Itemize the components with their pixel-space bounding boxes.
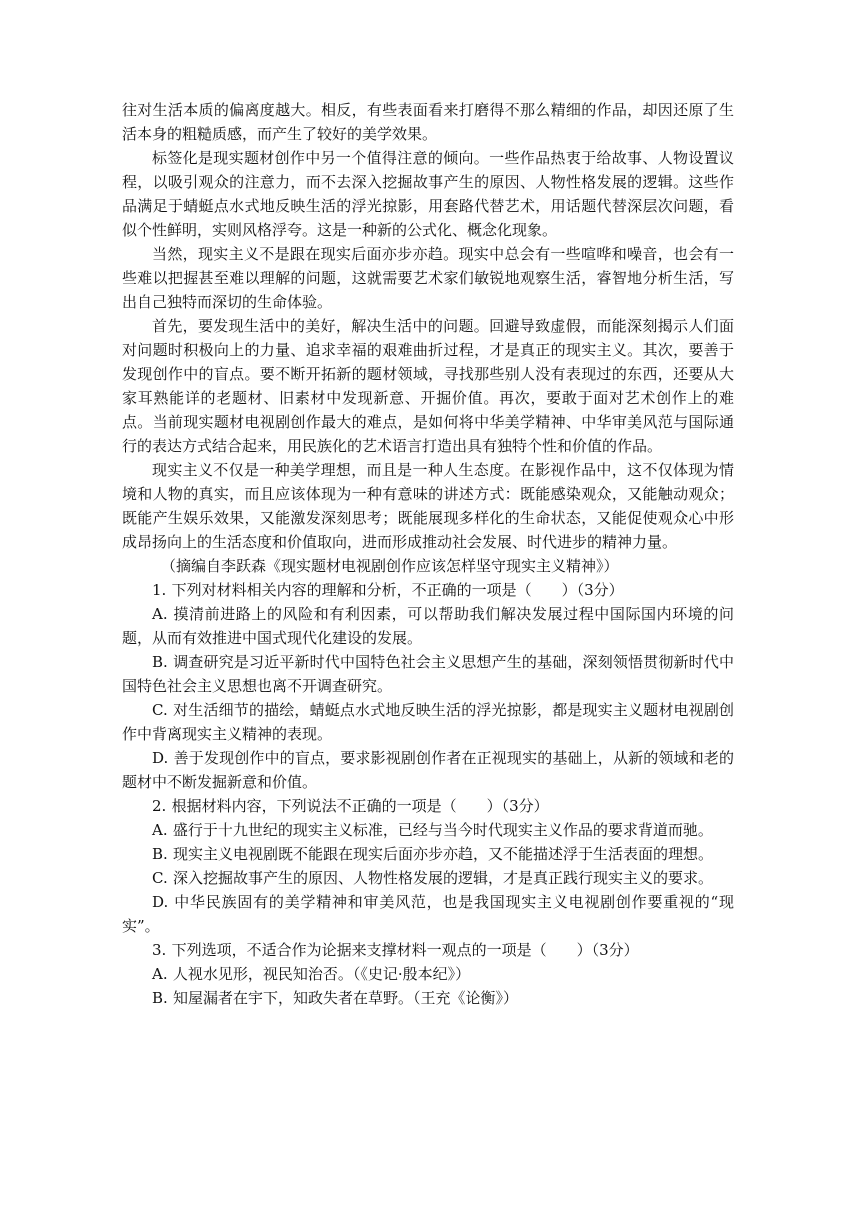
option-a bbox=[122, 818, 734, 842]
option-text: 调查研究是习近平新时代中国特色社会主义思想产生的基础，深刻领悟贯彻新时代中国特色社会主义思想也离不开调查研究。 bbox=[122, 653, 734, 695]
option-b bbox=[122, 650, 734, 698]
option-c bbox=[122, 698, 734, 746]
document-page bbox=[122, 98, 734, 1010]
option-a bbox=[122, 962, 734, 986]
option-key: A. bbox=[152, 821, 168, 839]
option-d bbox=[122, 746, 734, 794]
question-3 bbox=[122, 938, 734, 1010]
paragraph: 首先，要发现生活中的美好，解决生活中的问题。回避导致虚假，而能深刻揭示人们面对问题时积极向上的力量、追求幸福的艰难曲折过程，才是真正的现实主义。其次，要善于发现创作中的盲点。要不断开拓新的题材领域，寻找那些别人没有表现过的东西，还要从大家耳熟能详的老题材、旧素材中发现新意、开掘价值。再次，要敢于面对艺术创作上的难点。当前现实题材电视剧创作最大的难点，是如何将中华美学精神、中华审美风范与国际通行的表达方式结合起来，用民族化的艺术语言打造出具有独特个性和价值的作品。 bbox=[122, 317, 734, 455]
question-number: 1. bbox=[152, 581, 167, 599]
option-text: 深入挖掘故事产生的原因、人物性格发展的逻辑，才是真正践行现实主义的要求。 bbox=[172, 869, 713, 887]
option-text: 中华民族固有的美学精神和审美风范，也是我国现实主义电视剧创作要重视的“现实”。 bbox=[122, 893, 734, 935]
option-text: 人视水见形，视民知治否。（《史记·殷本纪》） bbox=[172, 965, 471, 983]
option-text: 对生活细节的描绘，蜻蜓点水式地反映生活的浮光掠影，都是现实主义题材电视剧创作中背离现实主义精神的表现。 bbox=[122, 701, 734, 743]
option-key: B. bbox=[152, 653, 168, 671]
question-text: 根据材料内容，下列说法不正确的一项是（ ）（3分） bbox=[171, 797, 549, 815]
question-text: 下列选项，不适合作为论据来支撑材料一观点的一项是（ ）（3分） bbox=[171, 941, 639, 959]
question-text: 下列对材料相关内容的理解和分析，不正确的一项是（ ）（3分） bbox=[171, 581, 624, 599]
option-d bbox=[122, 890, 734, 938]
question-1 bbox=[122, 578, 734, 794]
option-text: 盛行于十九世纪的现实主义标准，已经与当今时代现实主义作品的要求背道而驰。 bbox=[172, 821, 713, 839]
option-text: 现实主义电视剧既不能跟在现实后面亦步亦趋，又不能描述浮于生活表面的理想。 bbox=[173, 845, 714, 863]
option-c bbox=[122, 866, 734, 890]
question-stem bbox=[122, 794, 734, 818]
option-b bbox=[122, 986, 734, 1010]
option-text: 摸清前进路上的风险和有利因素，可以帮助我们解决发展过程中国际国内环境的问题，从而有效推进中国式现代化建设的发展。 bbox=[122, 605, 734, 647]
question-2 bbox=[122, 794, 734, 938]
paragraph: 现实主义不仅是一种美学理想，而且是一种人生态度。在影视作品中，这不仅体现为情境和人物的真实，而且应该体现为一种有意味的讲述方式：既能感染观众，又能触动观众；既能产生娱乐效果，又能激发深刻思考；既能展现多样化的生命状态，又能促使观众心中形成昂扬向上的生活态度和价值取向，进而形成推动社会发展、时代进步的精神力量。 bbox=[122, 461, 734, 551]
option-key: D. bbox=[152, 749, 169, 767]
option-key: A. bbox=[152, 965, 168, 983]
paragraph: 往对生活本质的偏离度越大。相反，有些表面看来打磨得不那么精细的作品，却因还原了生活本身的粗糙质感，而产生了较好的美学效果。 bbox=[122, 101, 734, 143]
question-stem bbox=[122, 938, 734, 962]
question-number: 2. bbox=[152, 797, 167, 815]
option-key: D. bbox=[152, 893, 169, 911]
question-number: 3. bbox=[152, 941, 167, 959]
question-stem bbox=[122, 578, 734, 602]
option-key: B. bbox=[152, 989, 168, 1007]
option-text: 知屋漏者在宇下，知政失者在草野。（王充《论衡》） bbox=[173, 989, 519, 1007]
article-source: （摘编自李跃森《现实题材电视剧创作应该怎样坚守现实主义精神》） bbox=[161, 557, 619, 575]
paragraph: 标签化是现实题材创作中另一个值得注意的倾向。一些作品热衷于给故事、人物设置议程，以吸引观众的注意力，而不去深入挖掘故事产生的原因、人物性格发展的逻辑。这些作品满足于蜻蜓点水式地反映生活的浮光掠影，用套路代替艺术，用话题代替深层次问题，看似个性鲜明，实则风格浮夸。这是一种新的公式化、概念化现象。 bbox=[122, 149, 734, 239]
option-key: C. bbox=[152, 701, 168, 719]
option-b bbox=[122, 842, 734, 866]
paragraph: 当然，现实主义不是跟在现实后面亦步亦趋。现实中总会有一些喧哗和噪音，也会有一些难以把握甚至难以理解的问题，这就需要艺术家们敏锐地观察生活，睿智地分析生活，写出自己独特而深切的生命体验。 bbox=[122, 245, 734, 311]
option-key: A. bbox=[152, 605, 168, 623]
option-key: C. bbox=[152, 869, 168, 887]
option-a bbox=[122, 602, 734, 650]
option-text: 善于发现创作中的盲点，要求影视剧创作者在正视现实的基础上，从新的领域和老的题材中不断发掘新意和价值。 bbox=[122, 749, 734, 791]
article-body bbox=[122, 98, 734, 578]
option-key: B. bbox=[152, 845, 168, 863]
